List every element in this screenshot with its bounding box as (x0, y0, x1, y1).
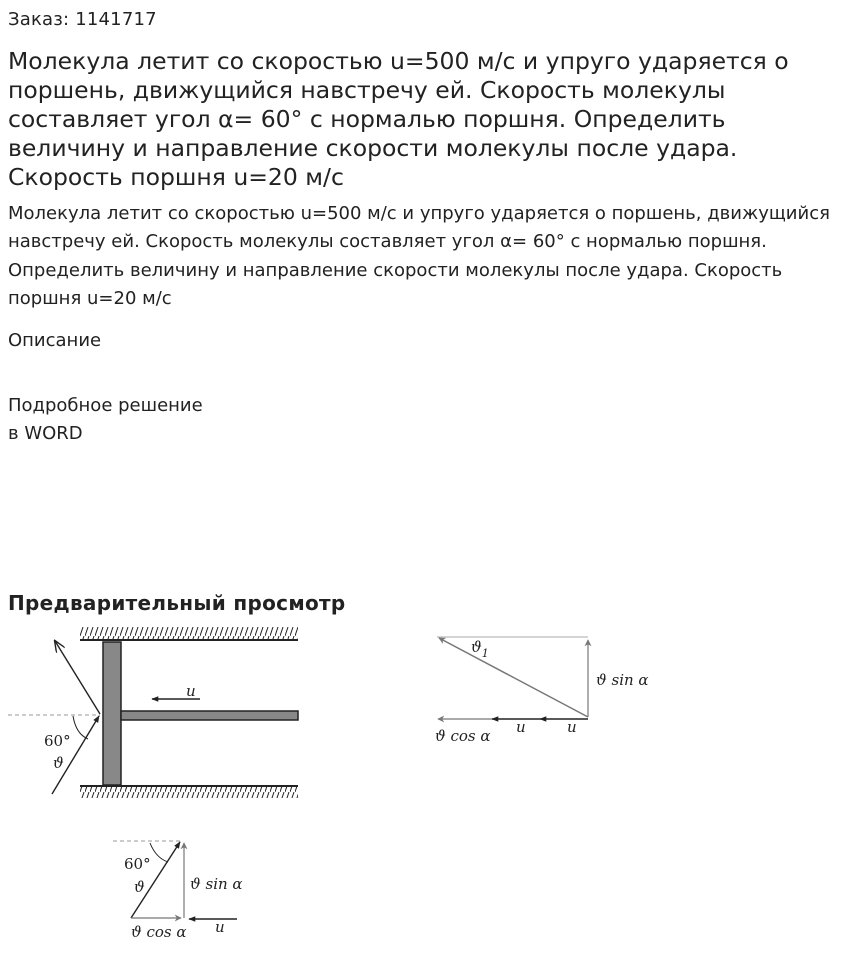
solution-line-2: в WORD (8, 423, 83, 444)
figure-vector-diagram (435, 637, 649, 745)
page-title: Молекула летит со скоростью u=500 м/с и упруго ударяется о поршень, движущийся навстречу ей. Скорость молекулы составляет угол α= 60° с нормалью поршня. Определить величину и направление скорости молекулы после удара. Скорость поршня u=20 м/с (8, 47, 789, 191)
angle-label: 60° (44, 732, 71, 750)
v1-arrow (439, 638, 588, 717)
outgoing-velocity-arrow (55, 641, 100, 714)
order-number: Заказ: 1141717 (8, 9, 157, 30)
solution-line-1: Подробное решение (8, 395, 203, 416)
preview-heading: Предварительный просмотр (8, 591, 346, 615)
v-sin-label: ϑ sin α (596, 671, 649, 689)
v-cos-label: ϑ cos α (435, 727, 491, 745)
velocity-label: ϑ (53, 754, 64, 772)
top-wall-hatch (80, 627, 298, 639)
problem-text: Молекула летит со скоростью u=500 м/с и упруго ударяется о поршень, движущийся навстречу ей. Скорость молекулы составляет угол α= 60° с нормалью поршня. Определить величину и направление скорости молекулы после удара. Скорость поршня u=20 м/с (8, 203, 830, 310)
piston-velocity-label: u (186, 682, 196, 700)
v-cos-label: ϑ cos α (131, 923, 187, 941)
u-label-2: u (567, 718, 577, 736)
u-label-1: u (516, 718, 526, 736)
angle-arc (73, 716, 88, 739)
angle-arc (150, 843, 168, 862)
angle-label: 60° (124, 855, 151, 873)
u-label: u (215, 918, 225, 936)
description-label: Описание (8, 330, 102, 351)
v1-subscript: 1 (481, 647, 489, 660)
velocity-label: ϑ (134, 878, 145, 896)
figure-decomposition (113, 841, 243, 941)
v1-symbol: ϑ (471, 638, 482, 656)
v-sin-label: ϑ sin α (190, 875, 243, 893)
piston-rod (121, 711, 298, 720)
bottom-wall-hatch (80, 786, 298, 798)
piston-plate (103, 642, 121, 785)
figure-piston (8, 627, 298, 798)
